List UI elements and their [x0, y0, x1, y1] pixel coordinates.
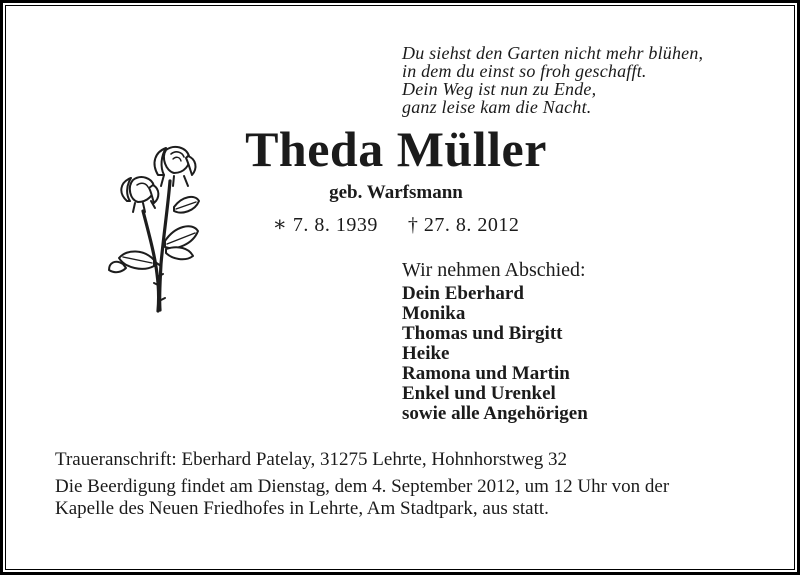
death-date-group [408, 214, 520, 236]
death-cross-icon: † [407, 214, 418, 236]
mourner-line: Ramona und Martin [402, 363, 570, 384]
birth-date-group [273, 214, 378, 236]
mourner-line: sowie alle Angehörigen [402, 403, 588, 424]
birth-date: 7. 8. 1939 [292, 214, 378, 236]
obituary-inner-frame [5, 5, 795, 570]
mourner-line: Monika [402, 303, 466, 324]
mourning-address: Traueranschrift: Eberhard Patelay, 31275 Lehrte, Hohnhorstweg 32 [55, 449, 567, 470]
poem-line: ganz leise kam die Nacht. [402, 97, 592, 117]
mourner-line: Enkel und Urenkel [402, 383, 556, 404]
birth-star-icon: ∗ [272, 212, 287, 236]
poem-line: Du siehst den Garten nicht mehr blühen, [402, 43, 704, 63]
poem-line: Dein Weg ist nun zu Ende, [402, 79, 597, 99]
poem-line: in dem du einst so froh geschafft. [402, 61, 647, 81]
mourner-line: Dein Eberhard [402, 283, 524, 304]
farewell-heading: Wir nehmen Abschied: [402, 259, 586, 281]
deceased-name: Theda Müller [245, 121, 547, 177]
mourner-line: Heike [402, 343, 450, 364]
maiden-name: geb. Warfsmann [329, 182, 463, 203]
funeral-details: Die Beerdigung findet am Dienstag, dem 4. September 2012, um 12 Uhr von der Kapelle des Neuen Friedhofes in Lehrte, Am Stadtpark, aus statt. [55, 476, 670, 519]
mourners-list [402, 284, 588, 424]
death-date: 27. 8. 2012 [423, 214, 520, 236]
life-dates [6, 212, 786, 237]
mourner-line: Thomas und Birgitt [402, 323, 563, 344]
memorial-poem [402, 44, 703, 116]
